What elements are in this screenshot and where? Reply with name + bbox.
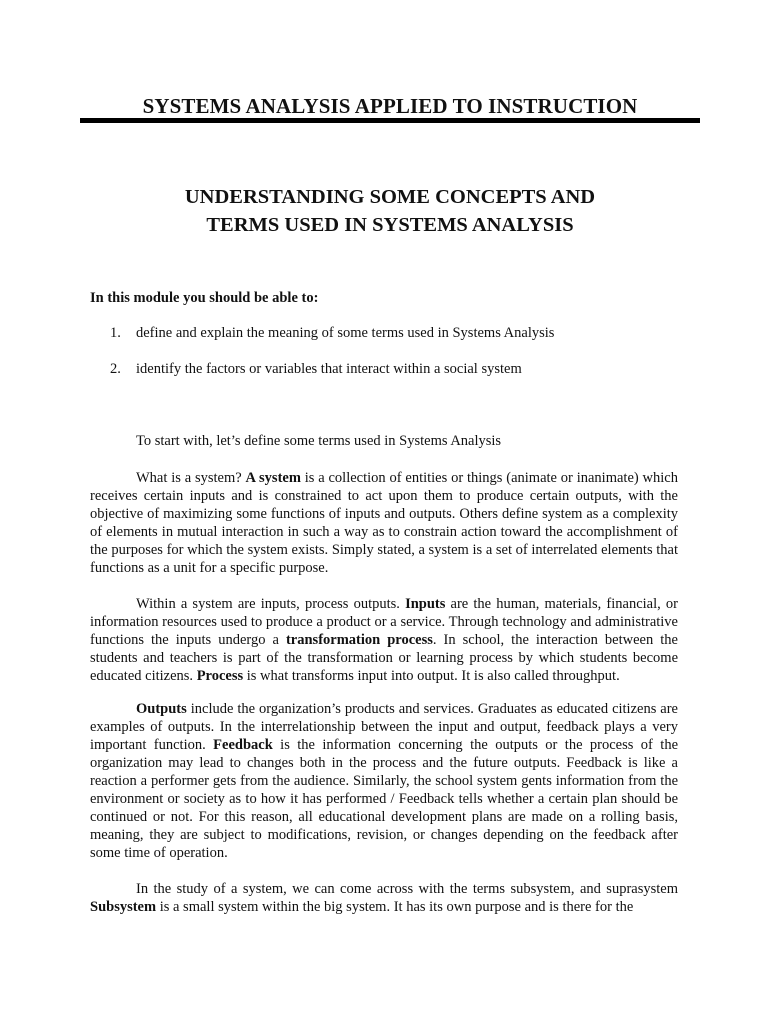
transformation-process-term: transformation process <box>285 632 433 648</box>
inputs-text-3: . In school, the interaction between the students and teachers is part of the transformation or learning process by which students become educated citizens. <box>90 632 678 684</box>
objective-number: 1. <box>110 325 121 341</box>
process-term: Process <box>196 668 244 684</box>
study-text-2: is a small system within the big system. It has its own purpose and is there for the <box>156 899 634 915</box>
objectives-list <box>110 325 710 397</box>
study-text-1: In the study of a system, we can come across with the terms subsystem, and suprasystem <box>136 881 678 897</box>
intro-paragraph: To start with, let’s define some terms used in Systems Analysis <box>136 433 502 449</box>
module-title-line-1: UNDERSTANDING SOME CONCEPTS AND <box>184 186 596 208</box>
feedback-term: Feedback <box>213 737 273 753</box>
module-title <box>80 183 700 239</box>
inputs-paragraph <box>90 595 678 685</box>
objectives-heading: In this module you should be able to: <box>90 290 319 306</box>
outputs-paragraph <box>90 700 678 862</box>
outputs-text-2: is the information concerning the outputs or the process of the organization may lead to changes both in the process and the future outputs. Feedback is like a reaction a performer gets from the audience. Similarly, the school system gents information from the environment or society as to how it has performed / Feedback tells whether a certain plan should be continued or not. For this reason, all educational development plans are made on a rolling basis, meaning, they are subject to modifications, revision, or changes depending on the feedback after some time of operation. <box>90 737 679 861</box>
document-header-title: SYSTEMS ANALYSIS APPLIED TO INSTRUCTION <box>142 94 638 118</box>
system-text: is a collection of entities or things (animate or inanimate) which receives certain inputs and is constrained to act upon them to produce certain outputs, with the objective of maximizing some functions of inputs and outputs. Others define system as a complexity of elements in mutual interaction in such a way as to constrain action toward the accomplishment of the purposes for which the system exists. Simply stated, a system is a set of interrelated elements that functions as a unit for a specific purpose. <box>90 470 678 576</box>
subsystem-term: Subsystem <box>90 899 157 915</box>
header-rule <box>80 118 700 123</box>
inputs-text-1: Within a system are inputs, process outputs. <box>136 596 406 612</box>
system-term: A system <box>245 470 301 486</box>
objective-text: define and explain the meaning of some terms used in Systems Analysis <box>136 325 555 341</box>
outputs-text-1: include the organization’s products and services. Graduates as educated citizens are examples of outputs. In the interrelationship between the input and output, feedback plays a very important function. <box>90 701 678 753</box>
inputs-term: Inputs <box>405 596 446 612</box>
objective-item <box>110 325 710 361</box>
inputs-text-4: is what transforms input into output. It is also called throughput. <box>243 668 620 684</box>
objective-text: identify the factors or variables that interact within a social system <box>136 361 522 377</box>
objective-item <box>110 361 710 397</box>
inputs-text-2: are the human, materials, financial, or information resources used to produce a product or a service. Through technology and administrative functions the inputs undergo a <box>90 596 678 648</box>
subsystem-paragraph <box>90 880 678 916</box>
objective-number: 2. <box>110 361 121 377</box>
module-title-line-2: TERMS USED IN SYSTEMS ANALYSIS <box>206 214 574 236</box>
system-paragraph <box>90 469 678 577</box>
system-lead: What is a system? <box>136 470 246 486</box>
outputs-term: Outputs <box>136 701 187 717</box>
